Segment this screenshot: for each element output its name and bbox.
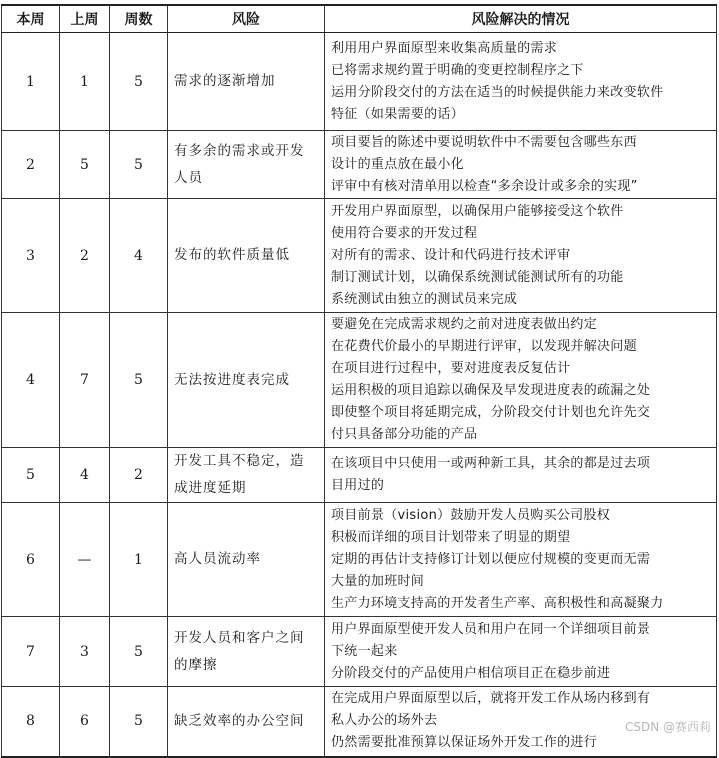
risk-cell — [168, 131, 325, 199]
last-week-cell: 1 — [60, 33, 110, 131]
table-row — [2, 503, 717, 617]
weeks-cell: 5 — [110, 687, 168, 757]
resolution-line: 项目要旨的陈述中要说明软件中不需要包含哪些东西 — [331, 134, 637, 150]
resolution-cell — [325, 199, 717, 313]
resolution-line: 定期的再估计支持修订计划以便应付规模的变更而无需 — [331, 551, 651, 567]
resolution-line: 评审中有核对清单用以检查“多余设计或多余的实现” — [331, 178, 638, 194]
resolution-line: 开发用户界面原型，以确保用户能够接受这个软件 — [331, 203, 624, 219]
resolution-line: 用户界面原型使开发人员和用户在同一个详细项目前景 — [331, 621, 651, 637]
resolution-line: 生产力环境支持高的开发者生产率、高积极性和高凝聚力 — [331, 595, 664, 611]
this-week-cell: 6 — [2, 503, 60, 617]
this-week-cell: 3 — [2, 199, 60, 313]
resolution-line: 利用用户界面原型来收集高质量的需求 — [331, 40, 558, 56]
resolution-cell — [325, 313, 717, 448]
risk-line: 无法按进度表完成 — [174, 371, 290, 388]
resolution-line: 付只具备部分功能的产品 — [331, 427, 478, 442]
weeks-cell: 5 — [110, 33, 168, 131]
this-week-cell: 2 — [2, 131, 60, 199]
resolution-line: 系统测试由独立的测试员来完成 — [331, 291, 518, 307]
resolution-line: 特征（如果需要的话） — [331, 106, 465, 122]
weeks-cell: 1 — [110, 503, 168, 617]
last-week-cell: 6 — [60, 687, 110, 757]
resolution-line: 目用过的 — [331, 478, 385, 493]
risk-cell — [168, 33, 325, 131]
resolution-line: 大量的加班时间 — [331, 573, 425, 589]
resolution-line: 在完成用户界面原型以后，就将开发工作从场内移到有 — [331, 691, 651, 707]
last-week-cell: 5 — [60, 131, 110, 199]
table-row — [2, 131, 717, 199]
table-row — [2, 33, 717, 131]
resolution-line: 在项目进行过程中，要对进度表反复估计 — [331, 361, 571, 376]
risk-line: 成进度延期 — [174, 480, 247, 496]
header-this-week: 本周 — [2, 5, 60, 33]
risk-line: 发布的软件质量低 — [174, 247, 290, 263]
header-weeks: 周数 — [110, 5, 168, 33]
risk-line: 人员 — [174, 169, 203, 186]
this-week-cell: 5 — [2, 448, 60, 503]
table-row — [2, 448, 717, 503]
weeks-cell: 5 — [110, 131, 168, 199]
resolution-line: 积极而详细的项目计划带来了明显的期望 — [331, 529, 571, 545]
resolution-line: 项目前景（vision）鼓励开发人员购买公司股权 — [331, 507, 611, 523]
resolution-cell — [325, 617, 717, 687]
risk-line: 需求的逐渐增加 — [174, 73, 276, 89]
risk-line: 开发工具不稳定，造 — [174, 453, 305, 469]
resolution-cell — [325, 503, 717, 617]
header-last-week: 上周 — [60, 5, 110, 33]
header-risk: 风险 — [168, 5, 325, 33]
risk-line: 的摩擦 — [174, 656, 218, 673]
resolution-line: 下统一起来 — [331, 643, 398, 659]
last-week-cell: 7 — [60, 313, 110, 448]
this-week-cell: 1 — [2, 33, 60, 131]
resolution-line: 仍然需要批准预算以保证场外开发工作的进行 — [331, 735, 598, 751]
resolution-line: 已将需求规约置于明确的变更控制程序之下 — [331, 62, 584, 78]
resolution-line: 私人办公的场外去 — [331, 713, 438, 729]
resolution-line: 要避免在完成需求规约之前对进度表做出约定 — [331, 317, 598, 332]
header-resolution: 风险解决的情况 — [325, 5, 717, 33]
risk-cell — [168, 448, 325, 503]
risk-cell — [168, 199, 325, 313]
risk-table — [1, 4, 717, 758]
risk-cell — [168, 687, 325, 757]
this-week-cell: 8 — [2, 687, 60, 757]
resolution-cell — [325, 33, 717, 131]
last-week-cell: — — [60, 503, 110, 617]
last-week-cell: 4 — [60, 448, 110, 503]
resolution-line: 对所有的需求、设计和代码进行技术评审 — [331, 247, 571, 263]
watermark: CSDN @赛西莉 — [624, 720, 711, 734]
resolution-line: 运用分阶段交付的方法在适当的时候提供能力来改变软件 — [331, 84, 664, 100]
last-week-cell: 2 — [60, 199, 110, 313]
resolution-line: 在该项目中只使用一或两种新工具，其余的都是过去项 — [331, 456, 651, 471]
resolution-line: 即使整个项目将延期完成，分阶段交付计划也允许先交 — [331, 405, 651, 420]
risk-line: 缺乏效率的办公空间 — [174, 712, 305, 729]
weeks-cell: 2 — [110, 448, 168, 503]
resolution-line: 使用符合要求的开发过程 — [331, 225, 478, 241]
resolution-line: 设计的重点放在最小化 — [331, 156, 465, 172]
header-row — [2, 5, 717, 33]
resolution-cell — [325, 448, 717, 503]
table-row — [2, 687, 717, 757]
risk-cell — [168, 503, 325, 617]
weeks-cell: 5 — [110, 313, 168, 448]
table-row — [2, 199, 717, 313]
resolution-line: 运用积极的项目追踪以确保及早发现进度表的疏漏之处 — [331, 383, 651, 398]
risk-line: 高人员流动率 — [174, 551, 261, 567]
table-row — [2, 617, 717, 687]
table-row — [2, 313, 717, 448]
resolution-line: 制订测试计划，以确保系统测试能测试所有的功能 — [331, 269, 624, 285]
last-week-cell: 3 — [60, 617, 110, 687]
risk-line: 开发人员和客户之间 — [174, 629, 305, 646]
resolution-line: 在花费代价最小的早期进行评审，以发现并解决问题 — [331, 339, 637, 354]
weeks-cell: 4 — [110, 199, 168, 313]
risk-cell — [168, 313, 325, 448]
risk-line: 有多余的需求或开发 — [174, 142, 305, 159]
resolution-cell — [325, 131, 717, 199]
this-week-cell: 4 — [2, 313, 60, 448]
weeks-cell: 5 — [110, 617, 168, 687]
this-week-cell: 7 — [2, 617, 60, 687]
resolution-line: 分阶段交付的产品使用户相信项目正在稳步前进 — [331, 665, 611, 681]
risk-cell — [168, 617, 325, 687]
